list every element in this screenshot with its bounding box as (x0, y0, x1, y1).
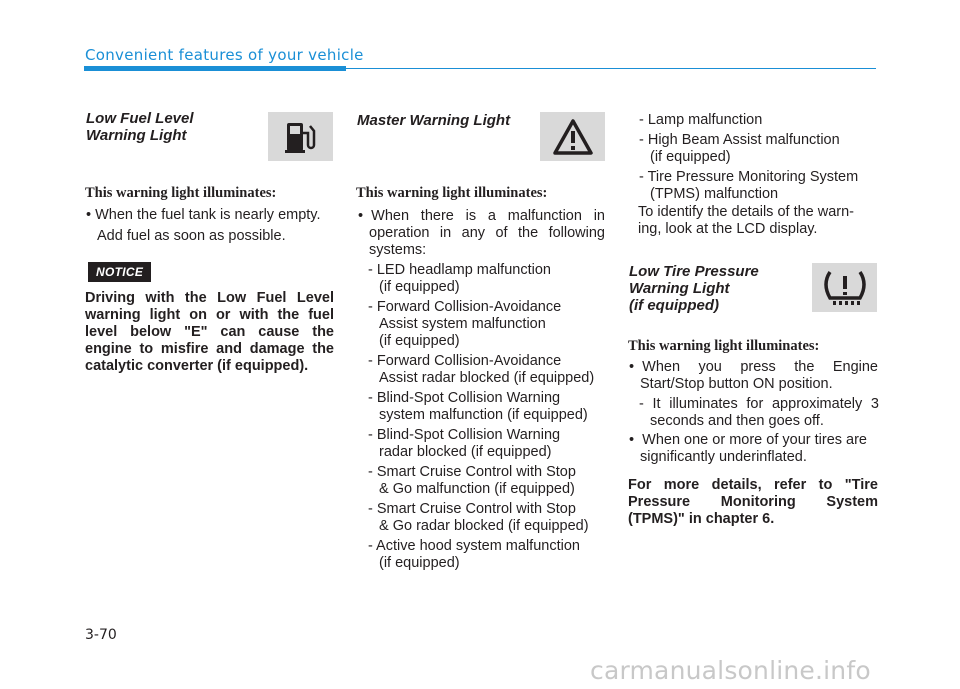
list-item (368, 262, 608, 296)
list-item-line: - Blind-Spot Collision Warning (368, 427, 561, 443)
notice-line: warning light on or with the fuel (85, 307, 334, 323)
list-item (368, 538, 608, 572)
col3-bullet2-line1 (629, 432, 878, 449)
header-bar (84, 66, 346, 71)
bullet-dot: • (358, 208, 372, 224)
list-item-line: - Blind-Spot Collision Warning (368, 390, 561, 406)
col3-identify (638, 204, 878, 238)
list-item-line: - Lamp malfunction (639, 112, 763, 128)
col3-subhead: This warning light illuminates: (628, 338, 820, 354)
list-item (639, 169, 879, 203)
bullet-dot: • (86, 207, 96, 223)
list-item-line: (TPMS) malfunction (650, 186, 779, 202)
col2-bullet1-line3: systems: (369, 242, 427, 258)
identify-line: ing, look at the LCD display. (638, 221, 818, 237)
low-tire-title-line1: Low Tire Pressure (629, 263, 759, 280)
list-item-line: (if equipped) (379, 279, 460, 295)
col1-bullet1-cont: Add fuel as soon as possible. (97, 228, 286, 244)
list-item (639, 132, 879, 166)
col3-bullet2-line2: significantly underinflated. (640, 449, 807, 465)
col3-items (639, 112, 879, 206)
col3-bullet1-line2: Start/Stop button ON position. (640, 376, 833, 392)
fuel-icon-box (268, 112, 333, 161)
list-item-line: - Tire Pressure Monitoring System (639, 169, 859, 185)
bullet-dot: • (629, 432, 643, 448)
list-item (368, 427, 608, 461)
list-item-line: & Go radar blocked (if equipped) (379, 518, 589, 534)
identify-line: To identify the details of the warn- (638, 204, 855, 220)
col3-sub (639, 396, 879, 430)
col2-bullet1 (358, 208, 605, 259)
fuel-pump-icon (281, 117, 321, 157)
list-item (368, 464, 608, 498)
notice-line: engine to misfire and damage the (85, 341, 334, 357)
list-item-line: - Active hood system malfunction (368, 538, 580, 554)
low-fuel-title-line2: Warning Light (86, 127, 187, 144)
col3-bold-line: (TPMS)" in chapter 6. (628, 511, 775, 527)
master-warning-title: Master Warning Light (357, 112, 511, 129)
col3-sub-line1: - It illuminates for approximately 3 (639, 396, 879, 412)
col2-bullet1-line2: operation in any of the following (369, 225, 605, 241)
col3-bold (628, 477, 878, 528)
col2-subhead: This warning light illuminates: (356, 185, 548, 201)
list-item-line: (if equipped) (650, 149, 731, 165)
col3-bullet1 (629, 359, 878, 393)
low-fuel-title (86, 110, 194, 144)
list-item-line: - LED headlamp malfunction (368, 262, 551, 278)
list-item-line: - High Beam Assist malfunction (639, 132, 840, 148)
list-item-line: radar blocked (if equipped) (379, 444, 552, 460)
master-icon-box (540, 112, 605, 161)
low-fuel-title-line1: Low Fuel Level (86, 110, 194, 127)
bullet-text: When there is a malfunction in (371, 208, 605, 224)
header-line (346, 68, 876, 69)
col3-bullet1-line1 (629, 359, 878, 376)
page-number: 3-70 (85, 627, 117, 643)
col2-items (368, 262, 608, 575)
tire-pressure-icon (820, 268, 870, 308)
list-item-line: - Forward Collision-Avoidance (368, 353, 562, 369)
bullet-text: When one or more of your tires are (642, 432, 867, 448)
notice-line: Driving with the Low Fuel Level (85, 290, 334, 306)
col3-sub-line2: seconds and then goes off. (650, 413, 824, 429)
col3-bold-line: Pressure Monitoring System (628, 494, 878, 510)
notice-line: level below "E" can cause the (85, 324, 334, 340)
list-item-line: - Smart Cruise Control with Stop (368, 501, 576, 517)
notice-text (85, 290, 334, 375)
list-item-line: & Go malfunction (if equipped) (379, 481, 575, 497)
header-title: Convenient features of your vehicle (85, 46, 364, 64)
low-tire-title-line2: Warning Light (629, 280, 730, 297)
list-item (368, 353, 608, 387)
tpms-icon-box (812, 263, 877, 312)
low-tire-title (629, 263, 759, 314)
list-item-line: system malfunction (if equipped) (379, 407, 588, 423)
col1-subhead: This warning light illuminates: (85, 185, 277, 201)
list-item-line: Assist system malfunction (379, 316, 546, 332)
list-item (368, 299, 608, 350)
list-item-line: - Smart Cruise Control with Stop (368, 464, 576, 480)
bullet-dot: • (629, 359, 643, 375)
list-item-line: (if equipped) (379, 555, 460, 571)
low-tire-title-line3: (if equipped) (629, 297, 719, 314)
list-item (368, 501, 608, 535)
col3-bold-line: For more details, refer to "Tire (628, 477, 878, 493)
notice-line: catalytic converter (if equipped). (85, 358, 309, 374)
col3-bullet2 (629, 432, 878, 466)
col2-bullet1-line1 (358, 208, 605, 225)
list-item-line: (if equipped) (379, 333, 460, 349)
list-item-line: - Forward Collision-Avoidance (368, 299, 562, 315)
bullet-text: When you press the Engine (642, 359, 878, 375)
list-item (368, 390, 608, 424)
notice-badge: NOTICE (88, 262, 151, 282)
watermark: carmanualsonline.info (590, 656, 871, 685)
warning-triangle-icon (552, 118, 594, 156)
list-item-line: Assist radar blocked (if equipped) (379, 370, 595, 386)
list-item (639, 112, 879, 129)
col1-bullet1: • When the fuel tank is nearly empty. (86, 207, 321, 223)
